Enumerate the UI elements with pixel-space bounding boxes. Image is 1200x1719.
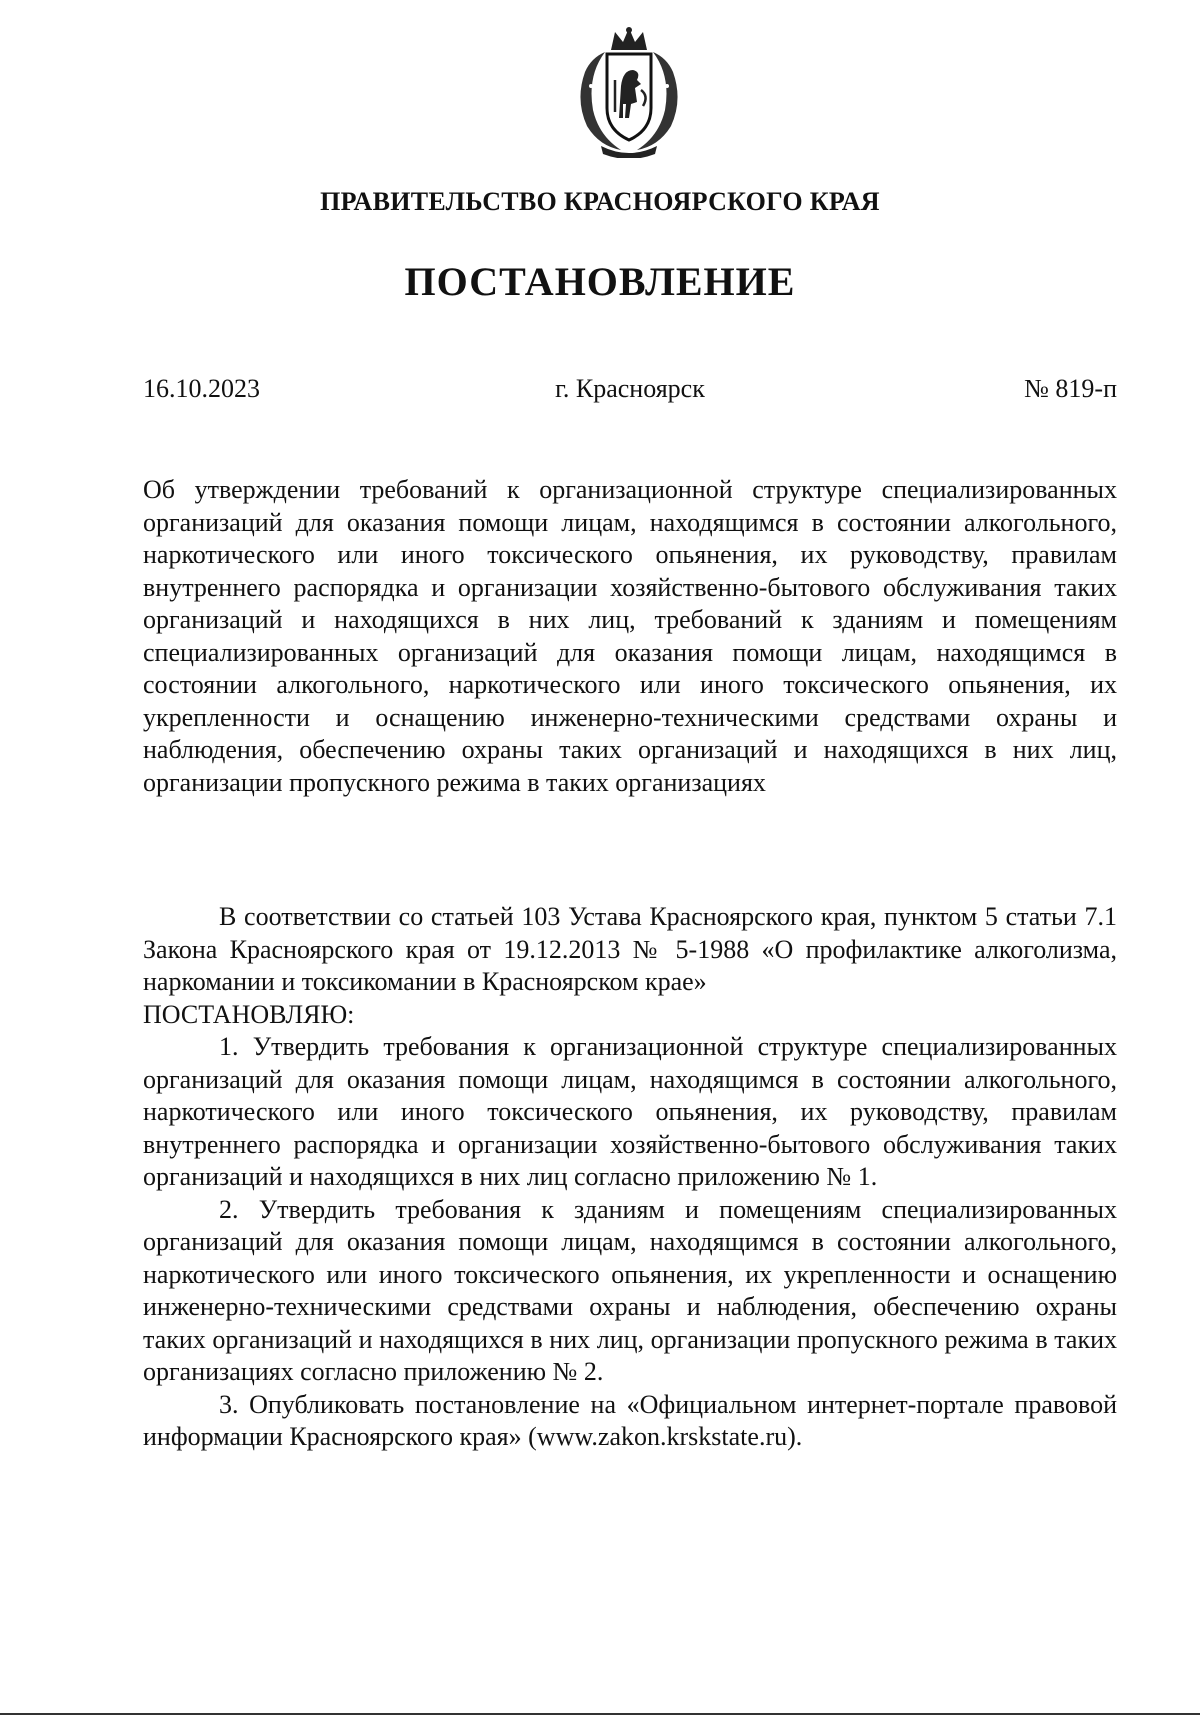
document-body bbox=[143, 901, 1117, 1454]
organization-title: ПРАВИТЕЛЬСТВО КРАСНОЯРСКОГО КРАЯ bbox=[320, 187, 880, 216]
item-paragraph-2: 2. Утвердить требования к зданиям и помещениям специализированных организаций для оказания помощи лицам, находящимся в состоянии алкогольного, наркотического или иного токсического опьянения, их укрепленности и оснащению инженерно-техническими средствами охраны и наблюдения, обеспечению охраны таких организаций и находящихся в них лиц, организации пропускного режима в таких организациях согласно приложению № 2. bbox=[143, 1194, 1117, 1386]
document-subject: Об утверждении требований к организационной структуре специализированных организаций для оказания помощи лицам, находящимся в состоянии алкогольного, наркотического или иного токсического опьянения, их руководству, правилам внутреннего распорядка и организации хозяйственно-бытового обслуживания таких организаций и находящихся в них лиц, требований к зданиям и помещениям специализированных организаций для оказания помощи лицам, находящимся в состоянии алкогольного, наркотического или иного токсического опьянения, их укрепленности и оснащению инженерно-техническими средствами охраны и наблюдения, обеспечению охраны таких организаций и находящихся в них лиц, организации пропускного режима в таких организациях bbox=[143, 475, 1117, 797]
document-number: № 819-п bbox=[1024, 374, 1117, 403]
item-paragraph-3: 3. Опубликовать постановление на «Официальном интернет-портале правовой информации Красноярского края» (www.zakon.krskstate.ru). bbox=[143, 1389, 1117, 1451]
document-meta-row bbox=[143, 374, 1117, 408]
document-city: г. Красноярск bbox=[555, 374, 705, 403]
krasnoyarsk-coat-of-arms-icon bbox=[571, 26, 687, 158]
item-paragraph-1: 1. Утвердить требования к организационной структуре специализированных организаций для оказания помощи лицам, находящимся в состоянии алкогольного, наркотического или иного токсического опьянения, их руководству, правилам внутреннего распорядка и организации хозяйственно-бытового обслуживания таких организаций и находящихся в них лиц согласно приложению № 1. bbox=[143, 1032, 1117, 1191]
document-type-heading: ПОСТАНОВЛЕНИЕ bbox=[404, 259, 796, 304]
preamble-paragraph: В соответствии со статьей 103 Устава Красноярского края, пунктом 5 статьи 7.1 Закона Красноярского края от 19.12.2013 № 5-1988 «О профилактике алкоголизма, наркомании и токсикомании в Красноярском крае» bbox=[143, 902, 1117, 996]
document-date: 16.10.2023 bbox=[143, 374, 260, 403]
resolve-word: ПОСТАНОВЛЯЮ: bbox=[143, 999, 355, 1029]
scan-edge-line bbox=[0, 1713, 1200, 1715]
